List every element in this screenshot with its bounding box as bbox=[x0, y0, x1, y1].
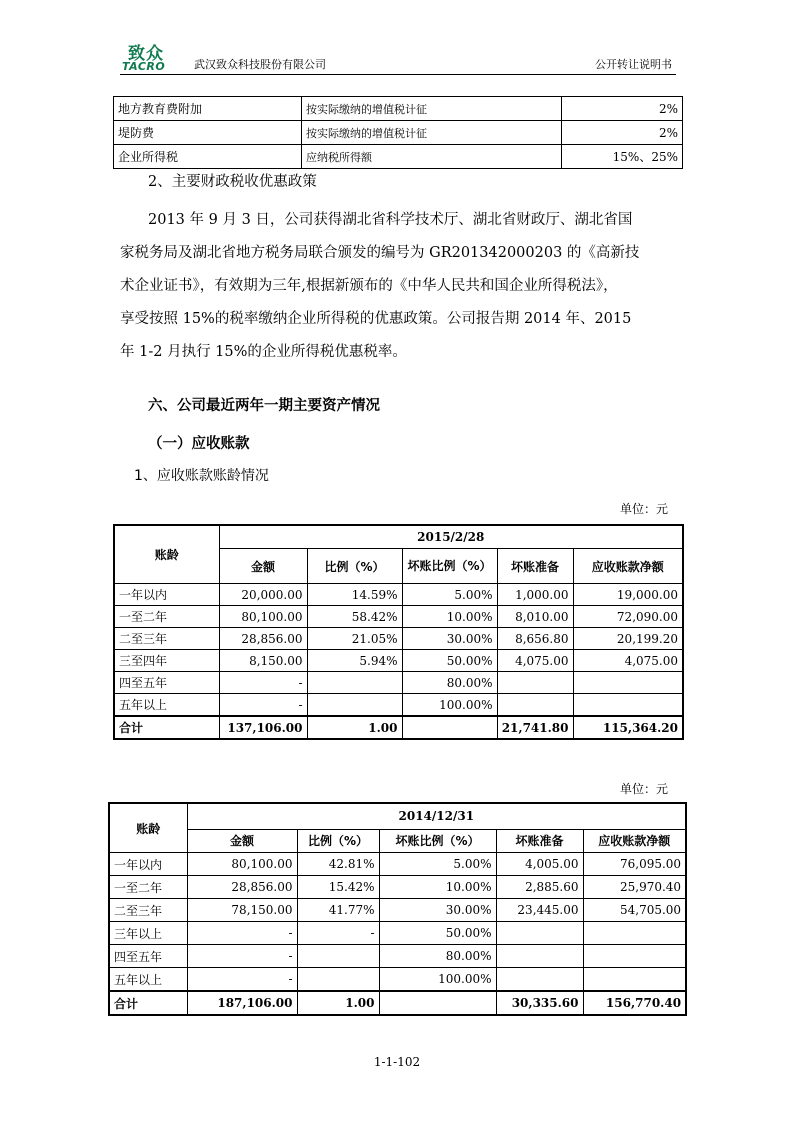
subsection-heading: （一）应收账款 bbox=[148, 436, 250, 452]
tax-basis: 按实际缴纳的增值税计征 bbox=[302, 97, 562, 121]
total-cell: 1.00 bbox=[307, 716, 402, 739]
column-header: 金额 bbox=[219, 549, 307, 584]
table-date: 2014/12/31 bbox=[187, 803, 686, 829]
column-header: 金额 bbox=[187, 829, 297, 852]
table-cell: 50.00% bbox=[379, 922, 496, 945]
total-cell: 156,770.40 bbox=[583, 991, 686, 1015]
company-name: 武汉致众科技股份有限公司 bbox=[194, 58, 326, 71]
total-cell: 137,106.00 bbox=[219, 716, 307, 739]
paragraph-line: 术企业证书》，有效期为三年,根据新颁布的《中华人民共和国企业所得税法》， bbox=[120, 278, 618, 294]
table-cell bbox=[497, 694, 573, 717]
table-cell: - bbox=[187, 968, 297, 992]
total-cell: 30,335.60 bbox=[496, 991, 583, 1015]
table-cell: 20,000.00 bbox=[219, 584, 307, 606]
total-cell: 187,106.00 bbox=[187, 991, 297, 1015]
total-cell: 115,364.20 bbox=[573, 716, 683, 739]
table-row bbox=[114, 97, 683, 121]
table-cell: 8,656.80 bbox=[497, 628, 573, 650]
page-header bbox=[120, 40, 676, 75]
table-cell: 23,445.00 bbox=[496, 899, 583, 922]
table-header-row bbox=[109, 829, 686, 852]
total-label: 合计 bbox=[109, 991, 187, 1015]
tax-basis: 应纳税所得额 bbox=[302, 145, 562, 169]
table-cell: 80,100.00 bbox=[187, 853, 297, 876]
table-cell: 100.00% bbox=[402, 694, 497, 717]
table-cell bbox=[583, 968, 686, 992]
table-cell: 19,000.00 bbox=[573, 584, 683, 606]
table-cell: 58.42% bbox=[307, 606, 402, 628]
section-heading: 六、公司最近两年一期主要资产情况 bbox=[148, 398, 380, 414]
row-label: 一年以内 bbox=[109, 853, 187, 876]
table-cell: 41.77% bbox=[297, 899, 379, 922]
table-cell: 25,970.40 bbox=[583, 876, 686, 899]
table-row bbox=[114, 672, 683, 694]
tax-name: 地方教育费附加 bbox=[114, 97, 302, 121]
tax-rate: 2% bbox=[562, 97, 683, 121]
table-cell: 78,150.00 bbox=[187, 899, 297, 922]
tax-rate: 15%、25% bbox=[562, 145, 683, 169]
logo-wordmark: TACRO bbox=[122, 60, 166, 73]
table-cell bbox=[496, 968, 583, 992]
total-row bbox=[109, 991, 686, 1015]
section-title: 2、主要财政税收优惠政策 bbox=[148, 174, 317, 190]
table-cell: 5.94% bbox=[307, 650, 402, 672]
table-cell: 54,705.00 bbox=[583, 899, 686, 922]
total-cell bbox=[379, 991, 496, 1015]
table-cell: - bbox=[187, 922, 297, 945]
table-cell: 8,150.00 bbox=[219, 650, 307, 672]
document-title: 公开转让说明书 bbox=[595, 58, 672, 71]
column-header: 坏账准备 bbox=[496, 829, 583, 852]
table-cell bbox=[307, 694, 402, 717]
table-cell: 28,856.00 bbox=[219, 628, 307, 650]
tax-basis: 按实际缴纳的增值税计征 bbox=[302, 121, 562, 145]
table-cell: 72,090.00 bbox=[573, 606, 683, 628]
table-cell bbox=[573, 694, 683, 717]
row-label: 三年以上 bbox=[109, 922, 187, 945]
total-label: 合计 bbox=[114, 716, 219, 739]
table-row bbox=[114, 584, 683, 606]
tax-name: 企业所得税 bbox=[114, 145, 302, 169]
table-cell: 80,100.00 bbox=[219, 606, 307, 628]
table-header-row bbox=[109, 803, 686, 829]
column-header: 账龄 bbox=[109, 803, 187, 853]
table-cell: 2,885.60 bbox=[496, 876, 583, 899]
item-title: 1、应收账款账龄情况 bbox=[134, 468, 269, 484]
table-cell: 10.00% bbox=[402, 606, 497, 628]
tax-rate: 2% bbox=[562, 121, 683, 145]
row-label: 五年以上 bbox=[114, 694, 219, 717]
aging-table-2015 bbox=[113, 524, 684, 740]
paragraph-line: 家税务局及湖北省地方税务局联合颁发的编号为 GR201342000203 的《高新技 bbox=[120, 245, 640, 261]
column-header: 坏账准备 bbox=[497, 549, 573, 584]
table-cell bbox=[573, 672, 683, 694]
table-cell bbox=[497, 672, 573, 694]
table-cell: 10.00% bbox=[379, 876, 496, 899]
table-cell: 15.42% bbox=[297, 876, 379, 899]
column-header: 坏账比例（%） bbox=[379, 829, 496, 852]
table-cell: 5.00% bbox=[379, 853, 496, 876]
table-cell: 42.81% bbox=[297, 853, 379, 876]
table-row bbox=[109, 968, 686, 992]
paragraph-line: 2013 年 9 月 3 日，公司获得湖北省科学技术厅、湖北省财政厅、湖北省国 bbox=[148, 212, 633, 228]
table-row bbox=[114, 694, 683, 717]
table-cell bbox=[583, 945, 686, 968]
table-cell bbox=[307, 672, 402, 694]
table-row bbox=[109, 899, 686, 922]
table-cell: - bbox=[219, 672, 307, 694]
row-label: 一年以内 bbox=[114, 584, 219, 606]
table-cell bbox=[583, 922, 686, 945]
table-cell: - bbox=[297, 922, 379, 945]
aging-table-2014 bbox=[108, 802, 687, 1016]
table-cell bbox=[496, 922, 583, 945]
company-logo bbox=[120, 46, 184, 72]
row-label: 一至二年 bbox=[114, 606, 219, 628]
table-row bbox=[114, 650, 683, 672]
table-row bbox=[114, 628, 683, 650]
table-cell: - bbox=[187, 945, 297, 968]
table-date: 2015/2/28 bbox=[219, 525, 683, 549]
total-cell bbox=[402, 716, 497, 739]
table-cell: 1,000.00 bbox=[497, 584, 573, 606]
paragraph-line: 年 1-2 月执行 15%的企业所得税优惠税率。 bbox=[120, 344, 407, 360]
table-cell: 76,095.00 bbox=[583, 853, 686, 876]
row-label: 四至五年 bbox=[109, 945, 187, 968]
table-row bbox=[109, 876, 686, 899]
table-row bbox=[109, 945, 686, 968]
row-label: 四至五年 bbox=[114, 672, 219, 694]
table-cell: 4,005.00 bbox=[496, 853, 583, 876]
table-cell: 5.00% bbox=[402, 584, 497, 606]
table-header-row bbox=[114, 525, 683, 549]
row-label: 五年以上 bbox=[109, 968, 187, 992]
unit-label: 单位：元 bbox=[620, 782, 669, 796]
table-cell: - bbox=[219, 694, 307, 717]
table-cell: 50.00% bbox=[402, 650, 497, 672]
table-cell bbox=[297, 968, 379, 992]
table-row bbox=[114, 145, 683, 169]
column-header: 比例（%） bbox=[307, 549, 402, 584]
table-cell: 30.00% bbox=[402, 628, 497, 650]
page-number: 1-1-102 bbox=[373, 1055, 421, 1069]
table-cell: 28,856.00 bbox=[187, 876, 297, 899]
column-header: 账龄 bbox=[114, 525, 219, 584]
total-row bbox=[114, 716, 683, 739]
total-cell: 21,741.80 bbox=[497, 716, 573, 739]
paragraph-line: 享受按照 15%的税率缴纳企业所得税的优惠政策。公司报告期 2014 年、2015 bbox=[120, 311, 632, 327]
table-row bbox=[109, 922, 686, 945]
table-cell bbox=[496, 945, 583, 968]
table-cell: 14.59% bbox=[307, 584, 402, 606]
table-row bbox=[114, 606, 683, 628]
table-cell: 30.00% bbox=[379, 899, 496, 922]
column-header: 坏账比例（%） bbox=[402, 549, 497, 584]
table-cell: 80.00% bbox=[402, 672, 497, 694]
table-row bbox=[114, 121, 683, 145]
column-header: 比例（%） bbox=[297, 829, 379, 852]
column-header: 应收账款净额 bbox=[573, 549, 683, 584]
table-cell: 4,075.00 bbox=[497, 650, 573, 672]
tax-name: 堤防费 bbox=[114, 121, 302, 145]
row-label: 三至四年 bbox=[114, 650, 219, 672]
table-cell bbox=[297, 945, 379, 968]
row-label: 二至三年 bbox=[109, 899, 187, 922]
total-cell: 1.00 bbox=[297, 991, 379, 1015]
table-row bbox=[109, 853, 686, 876]
logo-mark: 致众 bbox=[128, 44, 164, 64]
column-header: 应收账款净额 bbox=[583, 829, 686, 852]
row-label: 一至二年 bbox=[109, 876, 187, 899]
table-cell: 21.05% bbox=[307, 628, 402, 650]
table-cell: 80.00% bbox=[379, 945, 496, 968]
unit-label: 单位：元 bbox=[620, 502, 669, 516]
table-cell: 4,075.00 bbox=[573, 650, 683, 672]
tax-table bbox=[113, 96, 683, 169]
table-cell: 100.00% bbox=[379, 968, 496, 992]
table-cell: 20,199.20 bbox=[573, 628, 683, 650]
row-label: 二至三年 bbox=[114, 628, 219, 650]
table-cell: 8,010.00 bbox=[497, 606, 573, 628]
